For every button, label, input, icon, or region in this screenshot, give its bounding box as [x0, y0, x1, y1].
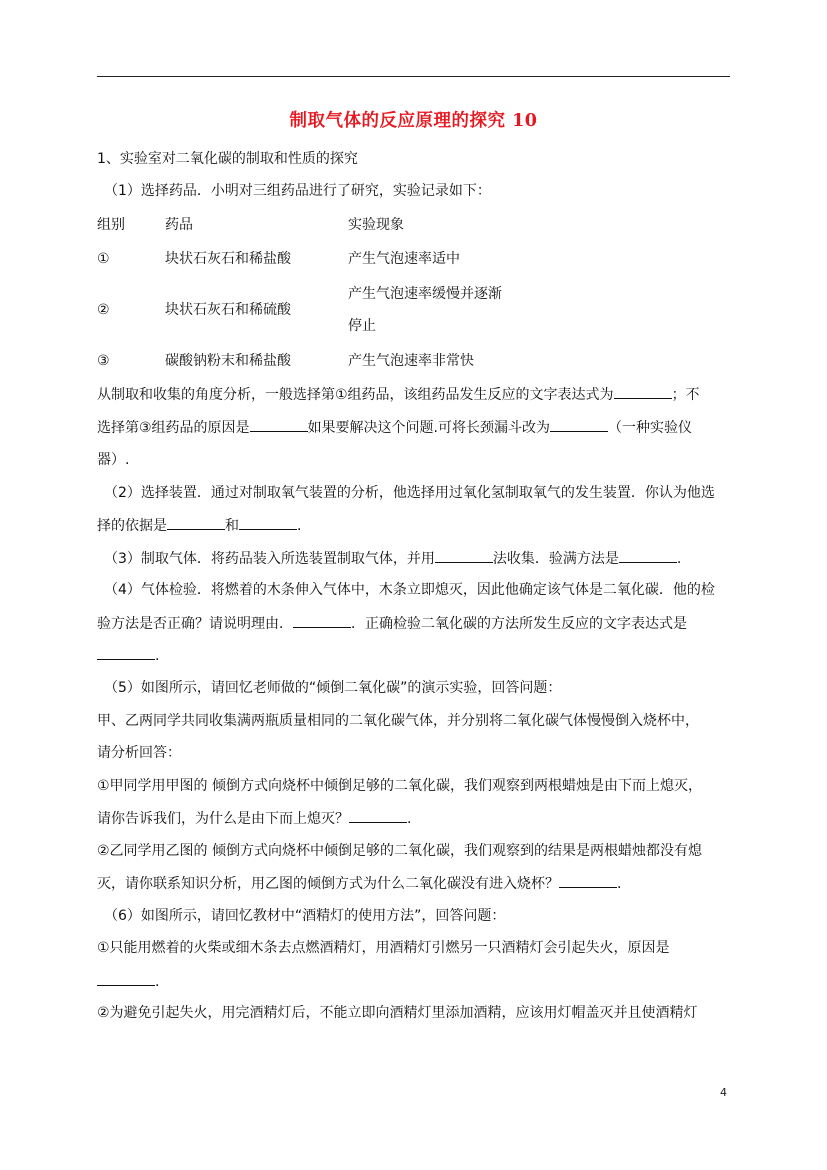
part-2-line-1: （2）选择装置．通过对制取氧气装置的分析，他选择用过氧化氢制取氧气的发生装置．你认为他选	[104, 485, 715, 501]
table-row-2-group: ②	[97, 302, 110, 318]
table-row-2-reagent: 块状石灰石和稀硫酸	[165, 302, 291, 318]
analysis-line-3: 器）.	[97, 452, 130, 468]
question-1-heading: 1、实验室对二氧化碳的制取和性质的探究	[97, 151, 358, 167]
answer-blank[interactable]	[559, 873, 617, 888]
answer-blank[interactable]	[349, 808, 407, 823]
answer-blank[interactable]	[435, 548, 493, 563]
answer-blank[interactable]	[97, 971, 155, 986]
answer-blank[interactable]	[97, 645, 155, 660]
part-4-line-2: 验方法是否正确？请说明理由． ．正确检验二氧化碳的方法所发生反应的文字表达式是	[97, 613, 687, 634]
part-1-intro: （1）选择药品．小明对三组药品进行了研究，实验记录如下：	[104, 183, 491, 199]
part-4-line-1: （4）气体检验．将燃着的木条伸入气体中，木条立即熄灭，因此他确定该气体是二氧化碳．他的检	[104, 582, 715, 598]
header-rule	[97, 76, 730, 77]
analysis-line-2: 选择第③组药品的原因是 如果要解决这个问题.可将长颈漏斗改为 （一种实验仪	[97, 417, 692, 438]
answer-blank[interactable]	[550, 417, 608, 432]
part-4-line-3: .	[97, 645, 159, 666]
answer-blank[interactable]	[293, 613, 351, 628]
part-6-sub-1-line-2: .	[97, 971, 159, 992]
page-title: 制取气体的反应原理的探究 10	[289, 111, 538, 131]
part-6-line-1: （6）如图所示，请回忆教材中“酒精灯的使用方法”，回答问题：	[104, 908, 506, 924]
part-5-line-2: 甲、乙两同学共同收集满两瓶质量相同的二氧化碳气体，并分别将二氧化碳气体慢慢倒入烧杯中，	[97, 713, 699, 729]
part-3-line: （3）制取气体．将药品装入所选装置制取气体，并用 法收集．验满方法是 .	[104, 548, 681, 569]
table-header-reagent: 药品	[165, 217, 193, 233]
table-header-group: 组别	[97, 217, 125, 233]
page-number: 4	[720, 1086, 727, 1099]
part-2-line-2: 择的依据是 和 .	[97, 515, 301, 536]
table-row-3-reagent: 碳酸钠粉末和稀盐酸	[165, 353, 291, 369]
part-5-sub-2-line-2: 灭，请你联系知识分析，用乙图的倾倒方式为什么二氧化碳没有进入烧杯？ .	[97, 873, 621, 894]
table-row-2-observation-cont: 停止	[348, 318, 376, 334]
answer-blank[interactable]	[250, 417, 308, 432]
part-5-line-1: （5）如图所示，请回忆老师做的“倾倒二氧化碳”的演示实验，回答问题：	[104, 680, 562, 696]
table-header-observation: 实验现象	[348, 217, 404, 233]
part-5-sub-1-line-1: ①甲同学用甲图的 倾倒方式向烧杯中倾倒足够的二氧化碳，我们观察到两根蜡烛是由下而上熄灭，	[97, 778, 702, 794]
part-6-sub-2-line-1: ②为避免引起失火，用完酒精灯后，不能立即向酒精灯里添加酒精，应该用灯帽盖灭并且使酒精灯	[97, 1005, 698, 1021]
answer-blank[interactable]	[619, 548, 677, 563]
answer-blank[interactable]	[167, 515, 225, 530]
answer-blank[interactable]	[614, 384, 672, 399]
table-row-3-observation: 产生气泡速率非常快	[348, 353, 474, 369]
analysis-line-1: 从制取和收集的角度分析，一般选择第①组药品，该组药品发生反应的文字表达式为 ；不	[97, 384, 700, 405]
part-6-sub-1-line-1: ①只能用燃着的火柴或细木条去点燃酒精灯，用酒精灯引燃另一只酒精灯会引起失火，原因是	[97, 940, 670, 956]
table-row-1-reagent: 块状石灰石和稀盐酸	[165, 251, 291, 267]
table-row-3-group: ③	[97, 353, 110, 369]
part-5-sub-2-line-1: ②乙同学用乙图的 倾倒方式向烧杯中倾倒足够的二氧化碳，我们观察到的结果是两根蜡烛都没有熄	[97, 843, 702, 859]
part-5-sub-1-line-2: 请你告诉我们，为什么是由下而上熄灭？ .	[97, 808, 411, 829]
table-row-2-observation: 产生气泡速率缓慢并逐渐	[348, 286, 502, 302]
answer-blank[interactable]	[239, 515, 297, 530]
table-row-1-group: ①	[97, 251, 110, 267]
part-5-line-3: 请分析回答：	[97, 745, 181, 761]
table-row-1-observation: 产生气泡速率适中	[348, 251, 460, 267]
